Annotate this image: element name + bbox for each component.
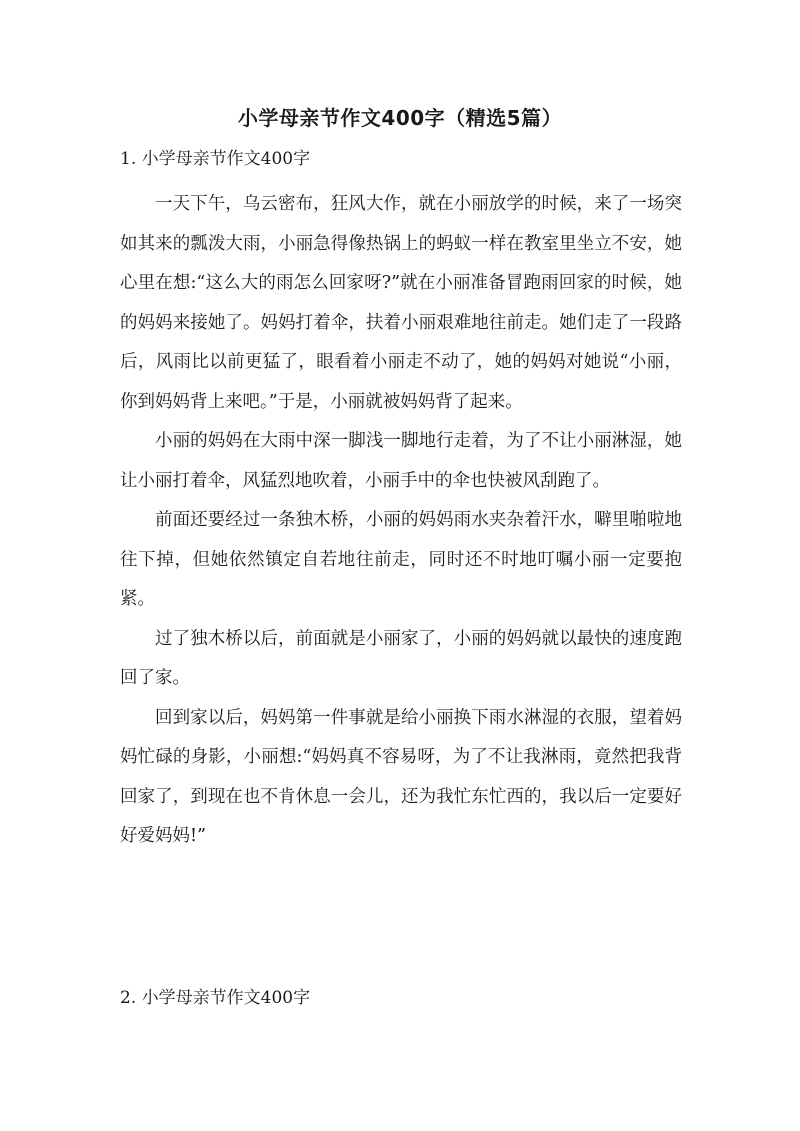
paragraph: 前面还要经过一条独木桥，小丽的妈妈雨水夹杂着汗水，噼里啪啦地往下掉，但她依然镇定自若地往前走，同时还不时地叮嘱小丽一定要抱紧。 xyxy=(120,510,682,609)
paragraph: 回到家以后，妈妈第一件事就是给小丽换下雨水淋湿的衣服，望着妈妈忙碌的身影，小丽想:“妈妈真不容易呀，为了不让我淋雨，竟然把我背回家了，到现在也不肯休息一会儿，还为我忙东忙西的，我以后一定要好好爱妈妈!” xyxy=(120,707,682,846)
document-title: 小学母亲节作文400字（精选5篇） xyxy=(237,106,563,130)
paragraph: 一天下午，乌云密布，狂风大作，就在小丽放学的时候，来了一场突如其来的瓢泼大雨，小丽急得像热锅上的蚂蚁一样在教室里坐立不安，她心里在想:“这么大的雨怎么回家呀?”就在小丽准备冒跑雨回家的时候，她的妈妈来接她了。妈妈打着伞，扶着小丽艰难地往前走。她们走了一段路后，风雨比以前更猛了，眼看着小丽走不动了，她的妈妈对她说“小丽，你到妈妈背上来吧。”于是，小丽就被妈妈背了起来。 xyxy=(120,194,682,412)
section-2-heading: 2. 小学母亲节作文400字 xyxy=(120,988,311,1008)
paragraph: 小丽的妈妈在大雨中深一脚浅一脚地行走着，为了不让小丽淋湿，她让小丽打着伞，风猛烈地吹着，小丽手中的伞也快被风刮跑了。 xyxy=(120,431,682,491)
section-1-body xyxy=(120,185,682,857)
section-1-heading: 1. 小学母亲节作文400字 xyxy=(120,149,311,169)
paragraph: 过了独木桥以后，前面就是小丽家了，小丽的妈妈就以最快的速度跑回了家。 xyxy=(120,628,682,688)
